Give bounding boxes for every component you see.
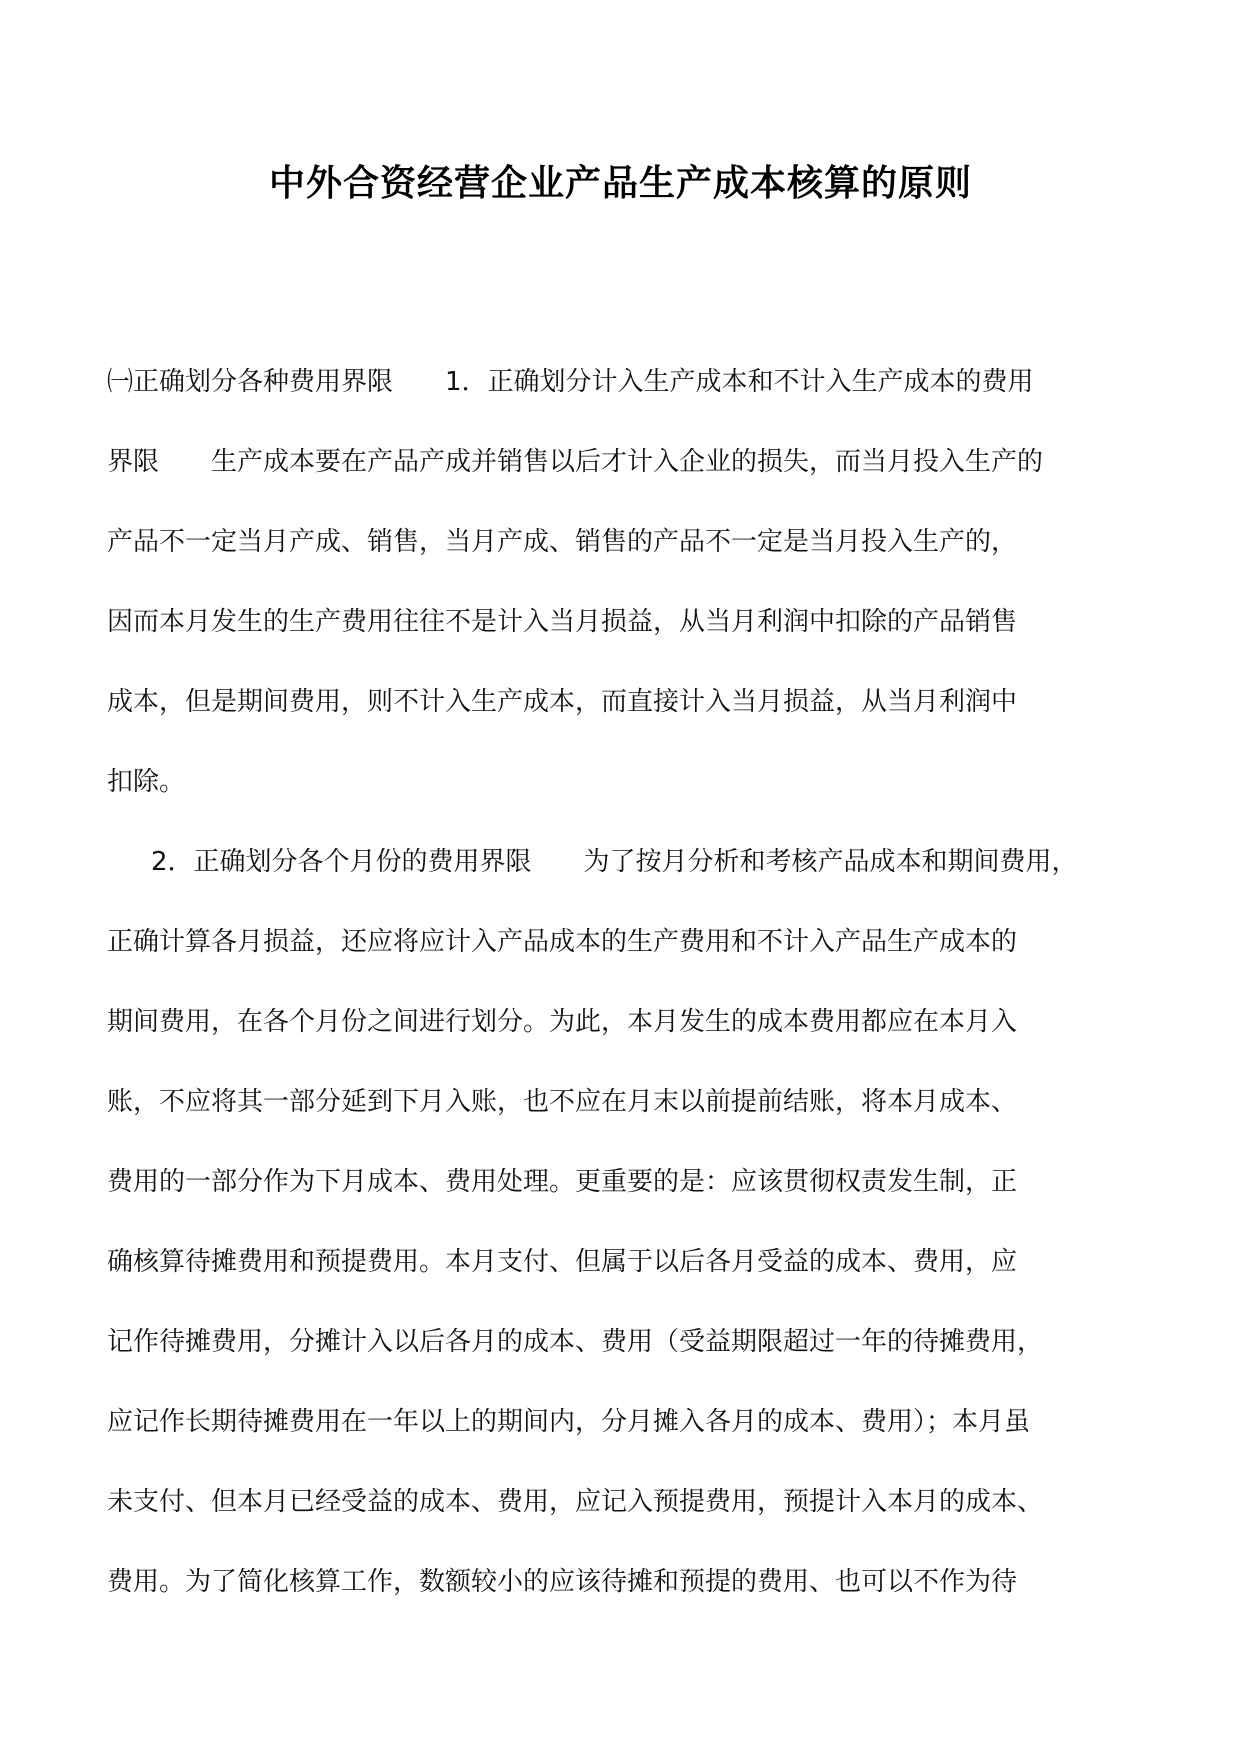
document-title: 中外合资经营企业产品生产成本核算的原则 xyxy=(268,162,972,204)
body-line: 确核算待摊费用和预提费用。本月支付、但属于以后各月受益的成本、费用，应 xyxy=(107,1247,1018,1277)
body-line: 应记作长期待摊费用在一年以上的期间内，分月摊入各月的成本、费用）；本月虽 xyxy=(107,1407,1031,1437)
body-line: ㈠正确划分各种费用界限 1．正确划分计入生产成本和不计入生产成本的费用 xyxy=(107,367,1034,397)
body-line: 因而本月发生的生产费用往往不是计入当月损益，从当月利润中扣除的产品销售 xyxy=(107,607,1018,637)
body-line: 账，不应将其一部分延到下月入账，也不应在月末以前提前结账，将本月成本、 xyxy=(107,1087,1018,1117)
body-line: 成本，但是期间费用，则不计入生产成本，而直接计入当月损益，从当月利润中 xyxy=(107,687,1018,717)
document-body xyxy=(107,342,1147,1622)
body-line: 界限 生产成本要在产品产成并销售以后才计入企业的损失，而当月投入生产的 xyxy=(107,447,1044,477)
body-line: 正确计算各月损益，还应将应计入产品成本的生产费用和不计入产品生产成本的 xyxy=(107,927,1018,957)
body-line: 产品不一定当月产成、销售，当月产成、销售的产品不一定是当月投入生产的， xyxy=(107,527,1018,557)
body-line: 2．正确划分各个月份的费用界限 为了按月分析和考核产品成本和期间费用， xyxy=(151,847,1078,877)
body-line: 记作待摊费用，分摊计入以后各月的成本、费用（受益期限超过一年的待摊费用， xyxy=(107,1327,1044,1357)
body-line: 费用的一部分作为下月成本、费用处理。更重要的是：应该贯彻权责发生制，正 xyxy=(107,1167,1018,1197)
body-line: 费用。为了简化核算工作，数额较小的应该待摊和预提的费用、也可以不作为待 xyxy=(107,1567,1018,1597)
body-line: 期间费用，在各个月份之间进行划分。为此，本月发生的成本费用都应在本月入 xyxy=(107,1007,1018,1037)
body-line: 扣除。 xyxy=(107,767,186,797)
body-line: 未支付、但本月已经受益的成本、费用，应记入预提费用，预提计入本月的成本、 xyxy=(107,1487,1044,1517)
